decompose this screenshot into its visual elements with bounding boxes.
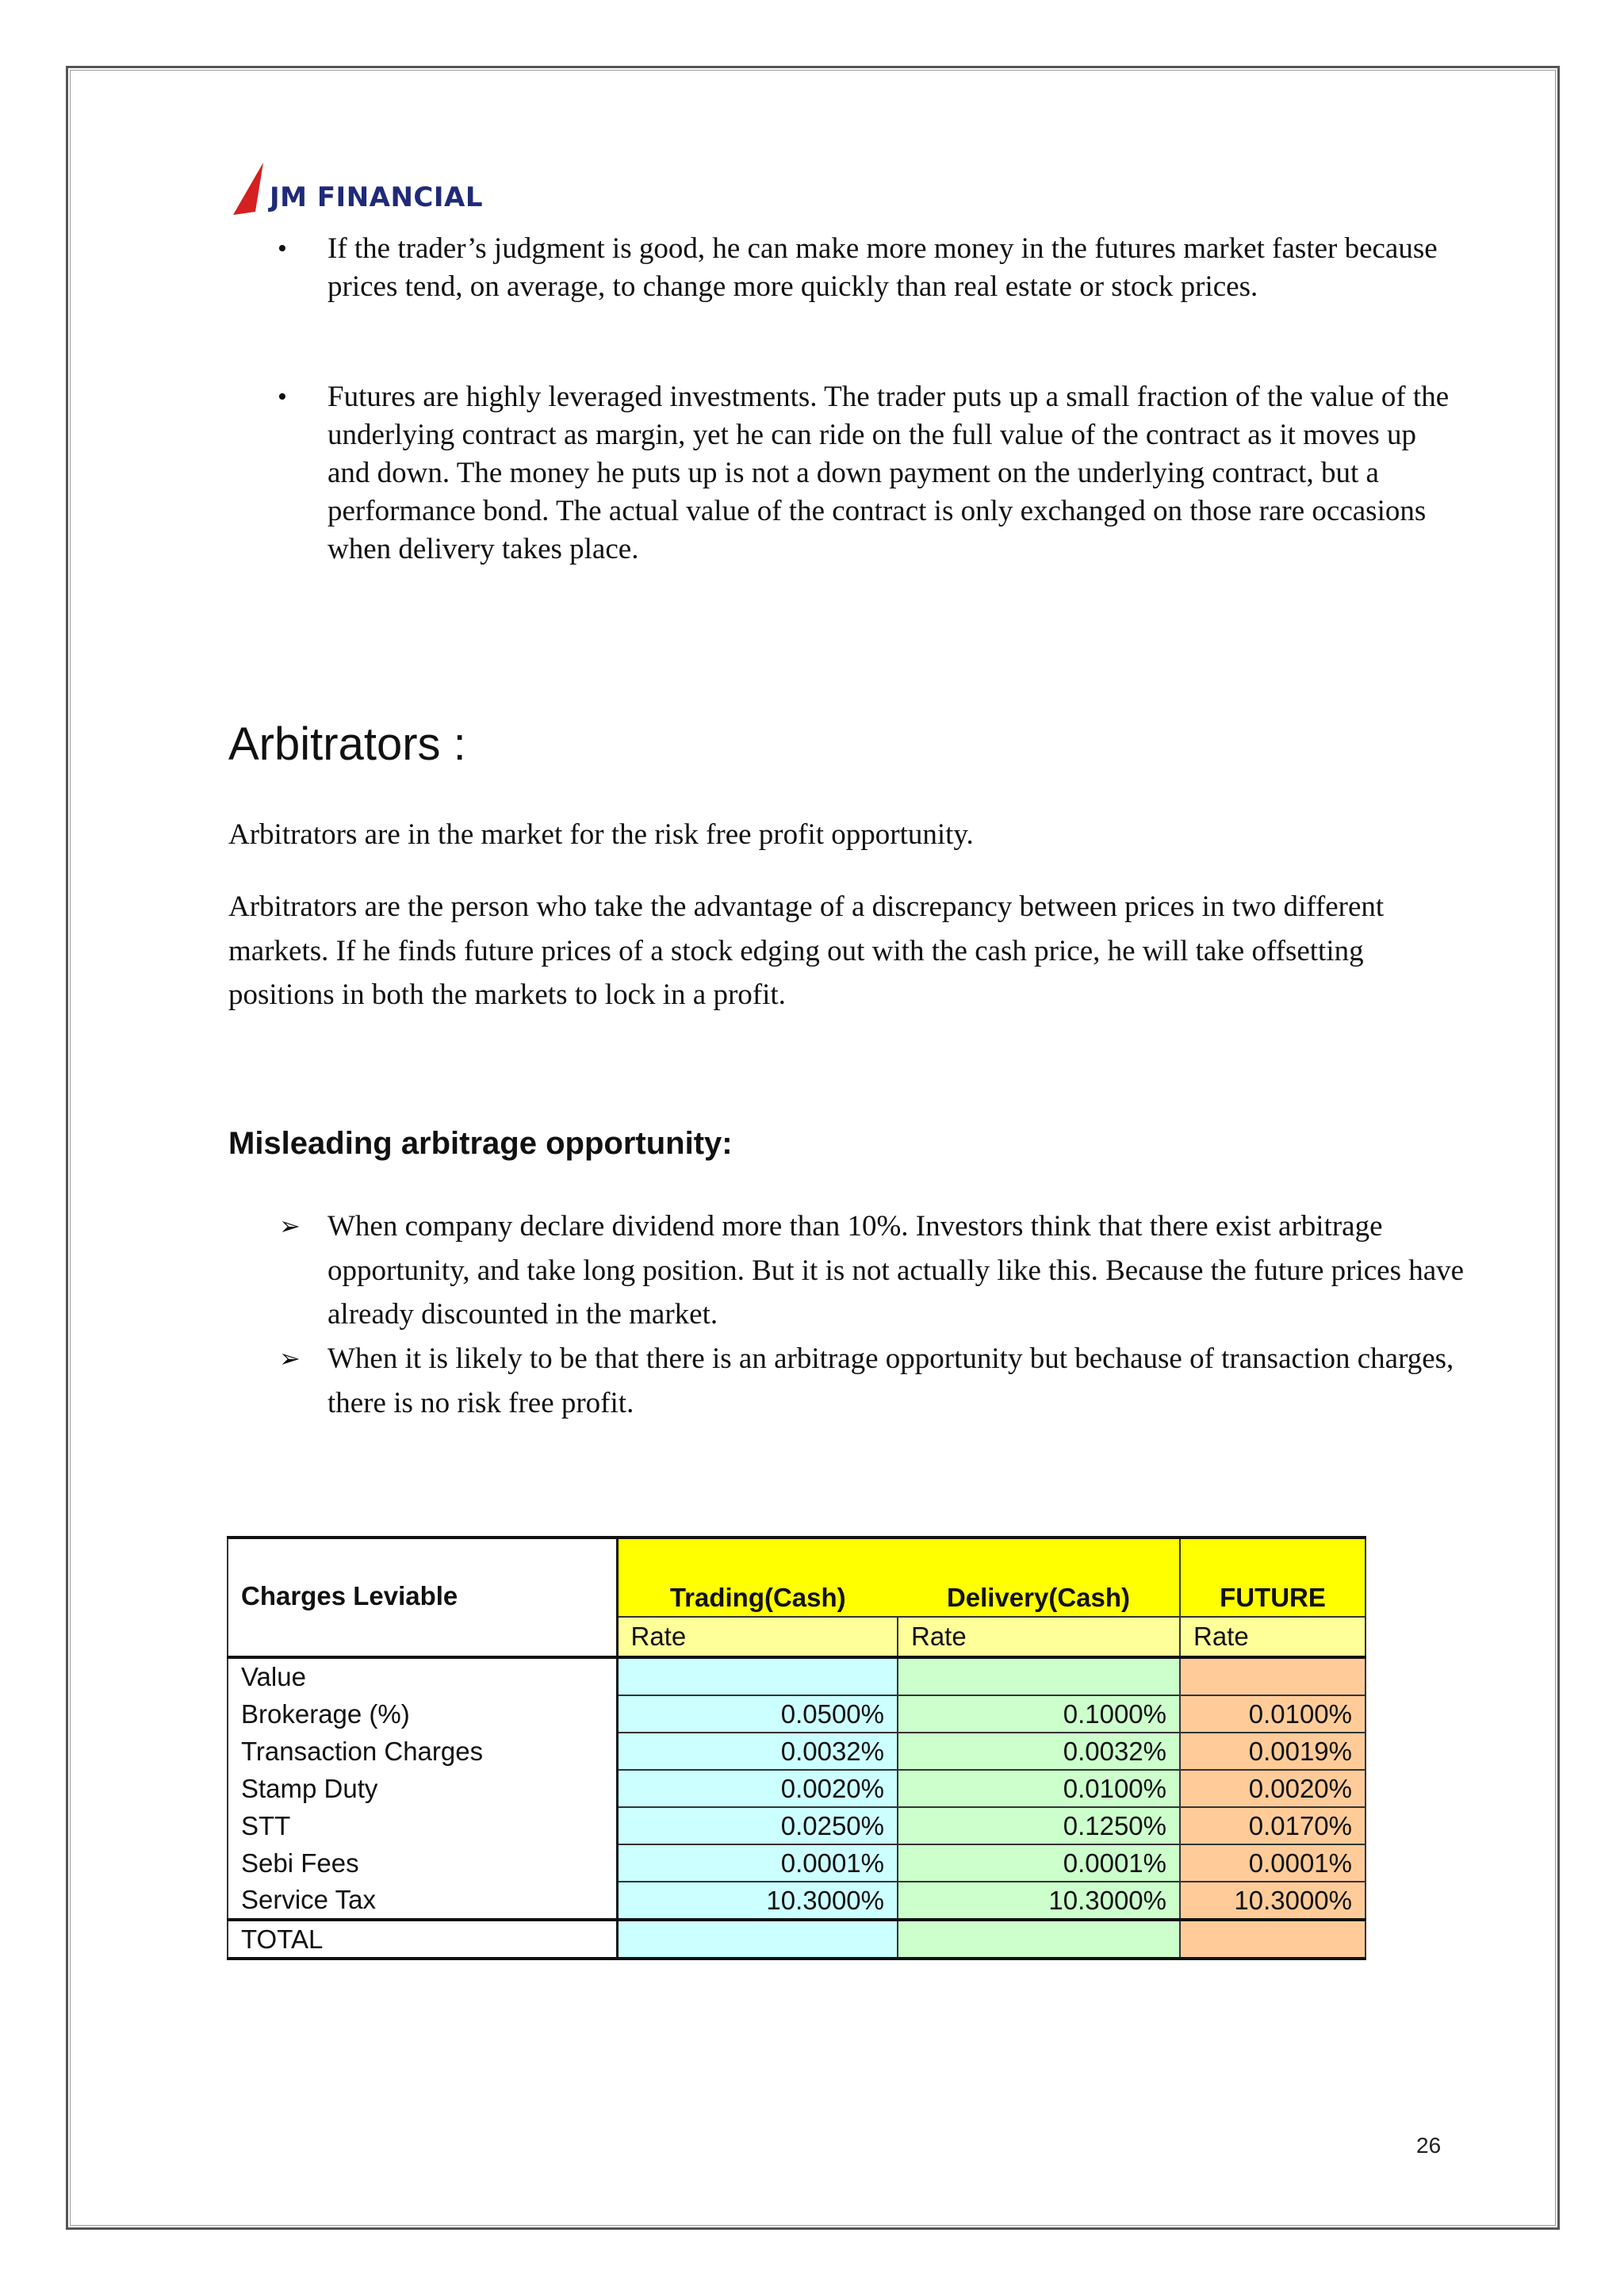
page-number: 26: [1416, 2133, 1442, 2158]
charges-table: [227, 1536, 1366, 1960]
cell-future: 0.0019%: [1180, 1733, 1365, 1770]
row-label: Stamp Duty: [228, 1770, 617, 1807]
table-row: [228, 1770, 1365, 1807]
bullet-text: If the trader’s judgment is good, he can make more money in the futures market faster because prices tend, on average, to change more quickly than real estate or stock prices.: [327, 232, 1438, 303]
table-row: [228, 1882, 1365, 1920]
logo-text: JM FINANCIAL: [270, 182, 484, 213]
cell-trading: 0.0032%: [617, 1733, 898, 1770]
table-row: [228, 1733, 1365, 1770]
row-label: Value: [228, 1657, 617, 1695]
row-label: Brokerage (%): [228, 1695, 617, 1733]
cell-delivery: 0.0100%: [898, 1770, 1180, 1807]
cell-future: 0.0100%: [1180, 1695, 1365, 1733]
bullet-dot-icon: •: [278, 234, 287, 263]
header-trading-cash: Trading(Cash): [617, 1538, 898, 1617]
cell-trading: 0.0500%: [617, 1695, 898, 1733]
arrow-bullet-icon: ➢: [279, 1343, 301, 1373]
cell-future: 0.0170%: [1180, 1807, 1365, 1844]
total-label: TOTAL: [228, 1920, 617, 1959]
cell-delivery: 0.0032%: [898, 1733, 1180, 1770]
cell-delivery: 10.3000%: [898, 1882, 1180, 1920]
table-row: [228, 1695, 1365, 1733]
row-label: Service Tax: [228, 1882, 617, 1920]
subheading: Misleading arbitrage opportunity:: [228, 1126, 733, 1161]
bullet-text: Futures are highly leveraged investments. The trader puts up a small fraction of the value of the underlying contract as margin, yet he can ride on the full value of the contract as it moves up and down. The money he puts up is not a down payment on the underlying contract, but a performance bond. The actual value of the contract is only exchanged on those rare occasions when delivery takes place.: [327, 381, 1450, 565]
row-label: Sebi Fees: [228, 1844, 617, 1882]
jm-financial-logo: [232, 157, 483, 216]
row-label: Transaction Charges: [228, 1733, 617, 1770]
cell-delivery: [898, 1657, 1180, 1695]
header-charges-leviable: Charges Leviable: [228, 1538, 617, 1657]
cell-future: 0.0001%: [1180, 1844, 1365, 1882]
cell-future: 0.0020%: [1180, 1770, 1365, 1807]
arrow-bullet-icon: ➢: [279, 1211, 301, 1241]
arrow-bullet-text: When it is likely to be that there is an arbitrage opportunity but bechause of transaction charges, there is no risk free profit.: [327, 1342, 1454, 1419]
total-trading: [617, 1920, 898, 1959]
total-future: [1180, 1920, 1365, 1959]
cell-trading: 0.0020%: [617, 1770, 898, 1807]
subheader-rate: Rate: [617, 1617, 898, 1657]
subheader-rate: Rate: [1180, 1617, 1365, 1657]
cell-future: 10.3000%: [1180, 1882, 1365, 1920]
table-row: [228, 1657, 1365, 1695]
cell-trading: 0.0001%: [617, 1844, 898, 1882]
cell-trading: 0.0250%: [617, 1807, 898, 1844]
table-row: [228, 1844, 1365, 1882]
table-row: [228, 1807, 1365, 1844]
cell-trading: 10.3000%: [617, 1882, 898, 1920]
total-delivery: [898, 1920, 1180, 1959]
header-delivery-cash: Delivery(Cash): [898, 1538, 1180, 1617]
row-label: STT: [228, 1807, 617, 1844]
section-heading: Arbitrators :: [228, 718, 466, 770]
cell-trading: [617, 1657, 898, 1695]
paragraph: Arbitrators are in the market for the risk free profit opportunity.: [228, 818, 974, 851]
cell-delivery: 0.1000%: [898, 1695, 1180, 1733]
subheader-rate: Rate: [898, 1617, 1180, 1657]
cell-delivery: 0.0001%: [898, 1844, 1180, 1882]
paragraph: Arbitrators are the person who take the advantage of a discrepancy between prices in two different markets. If he finds future prices of a stock edging out with the cash price, he will take offsetting positions in both the markets to lock in a profit.: [228, 890, 1385, 1011]
bullet-dot-icon: •: [278, 382, 287, 412]
cell-future: [1180, 1657, 1365, 1695]
arrow-bullet-text: When company declare dividend more than 10%. Investors think that there exist arbitrage opportunity, and take long position. But it is not actually like this. Because the future prices have already discounted in the market.: [327, 1210, 1465, 1331]
cell-delivery: 0.1250%: [898, 1807, 1180, 1844]
total-row: [228, 1920, 1365, 1959]
sail-icon: [232, 161, 268, 216]
header-future: FUTURE: [1180, 1538, 1365, 1617]
